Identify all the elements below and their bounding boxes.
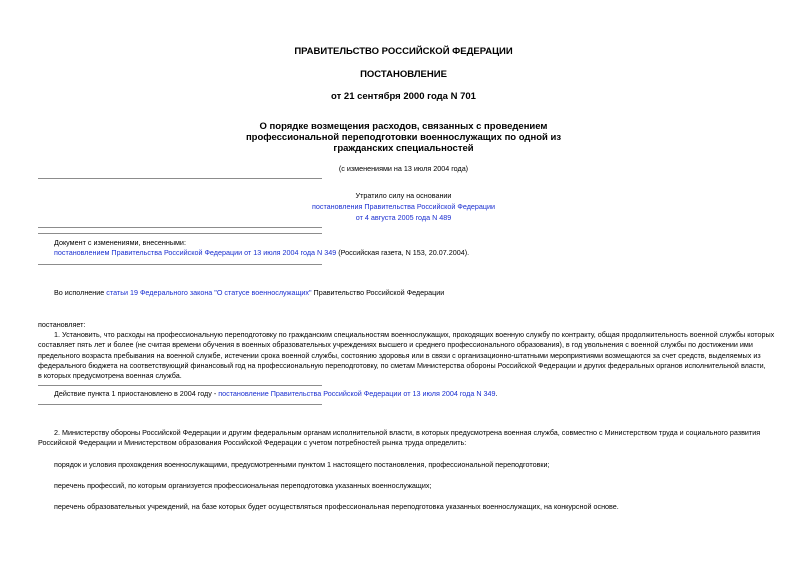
preamble-prefix: Во исполнение <box>54 288 107 297</box>
clause-2-item: перечень профессий, по которым организуется профессиональная переподготовка указанных военнослужащих; <box>54 481 432 490</box>
clause-2-item: порядок и условия прохождения военнослужащими, предусмотренными пунктом 1 настоящего постановления, профессиональной переподготовки; <box>54 460 550 469</box>
clause-1-line: в которых предусмотрена военная служба. <box>38 371 182 381</box>
divider <box>38 178 322 179</box>
divider <box>38 404 322 405</box>
federal-law-link[interactable]: статьи 19 Федерального закона "О статусе военнослужащих" <box>106 288 312 297</box>
amendments-source: (Российская газета, N 153, 20.07.2004). <box>336 248 470 257</box>
repeal-decree-link[interactable]: постановления Правительства Российской Федерации <box>311 202 496 211</box>
clause-2-line: Российской Федерации и Министерством образования Российской Федерации с учетом потребностей рынка труда определить: <box>38 438 467 448</box>
clause-1-line: составляет пять лет и более (не считая времени обучения в военных образовательных учреждениях высшего и среднего профессионального образования), в год увольнения с военной службы по достижении ими <box>38 340 753 350</box>
suspension-prefix: Действие пункта 1 приостановлено в 2004 году - <box>54 389 219 398</box>
divider <box>38 233 322 234</box>
suspension-suffix: . <box>495 389 498 398</box>
clause-2 <box>38 428 770 449</box>
decree-word: постановляет: <box>38 320 86 329</box>
authority-heading: ПРАВИТЕЛЬСТВО РОССИЙСКОЙ ФЕДЕРАЦИИ <box>294 46 513 57</box>
date-number-heading: от 21 сентября 2000 года N 701 <box>331 91 476 102</box>
preamble-suffix: Правительство Российской Федерации <box>311 288 445 297</box>
amending-decree-link[interactable]: постановлением Правительства Российской Федерации от 13 июля 2004 года N 349 <box>54 248 337 257</box>
validity-text: Утратило силу на основании <box>355 191 452 200</box>
subject-line-1: О порядке возмещения расходов, связанных с проведением <box>259 121 548 132</box>
amendments-note: (с изменениями на 13 июля 2004 года) <box>338 164 469 173</box>
amendments-line <box>54 248 469 258</box>
amendments-intro: Документ с изменениями, внесенными: <box>54 238 186 247</box>
suspension-decree-link[interactable]: постановление Правительства Российской Федерации от 13 июля 2004 года N 349 <box>218 389 496 398</box>
clause-2-item: перечень образовательных учреждений, на базе которых будет осуществляться профессиональная переподготовка указанных военнослужащих, на конкурсной основе. <box>54 502 619 511</box>
clause-1-line: 1. Установить, что расходы на профессиональную переподготовку по гражданским специальностям военнослужащих, проходящих военную службу по контракту, общая продолжительность военной службы которых <box>54 330 775 339</box>
clause-1-line: федерального бюджета на соответствующий финансовый год на профессиональную переподготовку, по сметам Министерства обороны Российской Федерации и других федеральных органов исполнительной власти, <box>38 360 766 370</box>
clause-2-line: 2. Министерству обороны Российской Федерации и другим федеральным органам исполнительной власти, в которых предусмотрена военная служба, совместно с Министерством труда и социального развития <box>54 428 761 437</box>
divider <box>38 264 322 265</box>
suspension-note <box>54 389 498 399</box>
clause-1-line: предельного возраста пребывания на военной службе, истечении срока военной службы, состоянию здоровья или в связи с организационно-штатными мероприятиями возмещаются за счет средств, выделяемых из <box>38 350 761 360</box>
subject-line-3: гражданских специальностей <box>333 143 474 154</box>
subject-line-2: профессиональной переподготовки военнослужащих по одной из <box>245 132 562 143</box>
repeal-decree-date-link[interactable]: от 4 августа 2005 года N 489 <box>355 213 452 222</box>
preamble <box>54 288 444 298</box>
divider <box>38 227 322 228</box>
divider <box>38 385 322 386</box>
document-type-heading: ПОСТАНОВЛЕНИЕ <box>360 69 447 80</box>
clause-1 <box>38 330 775 381</box>
